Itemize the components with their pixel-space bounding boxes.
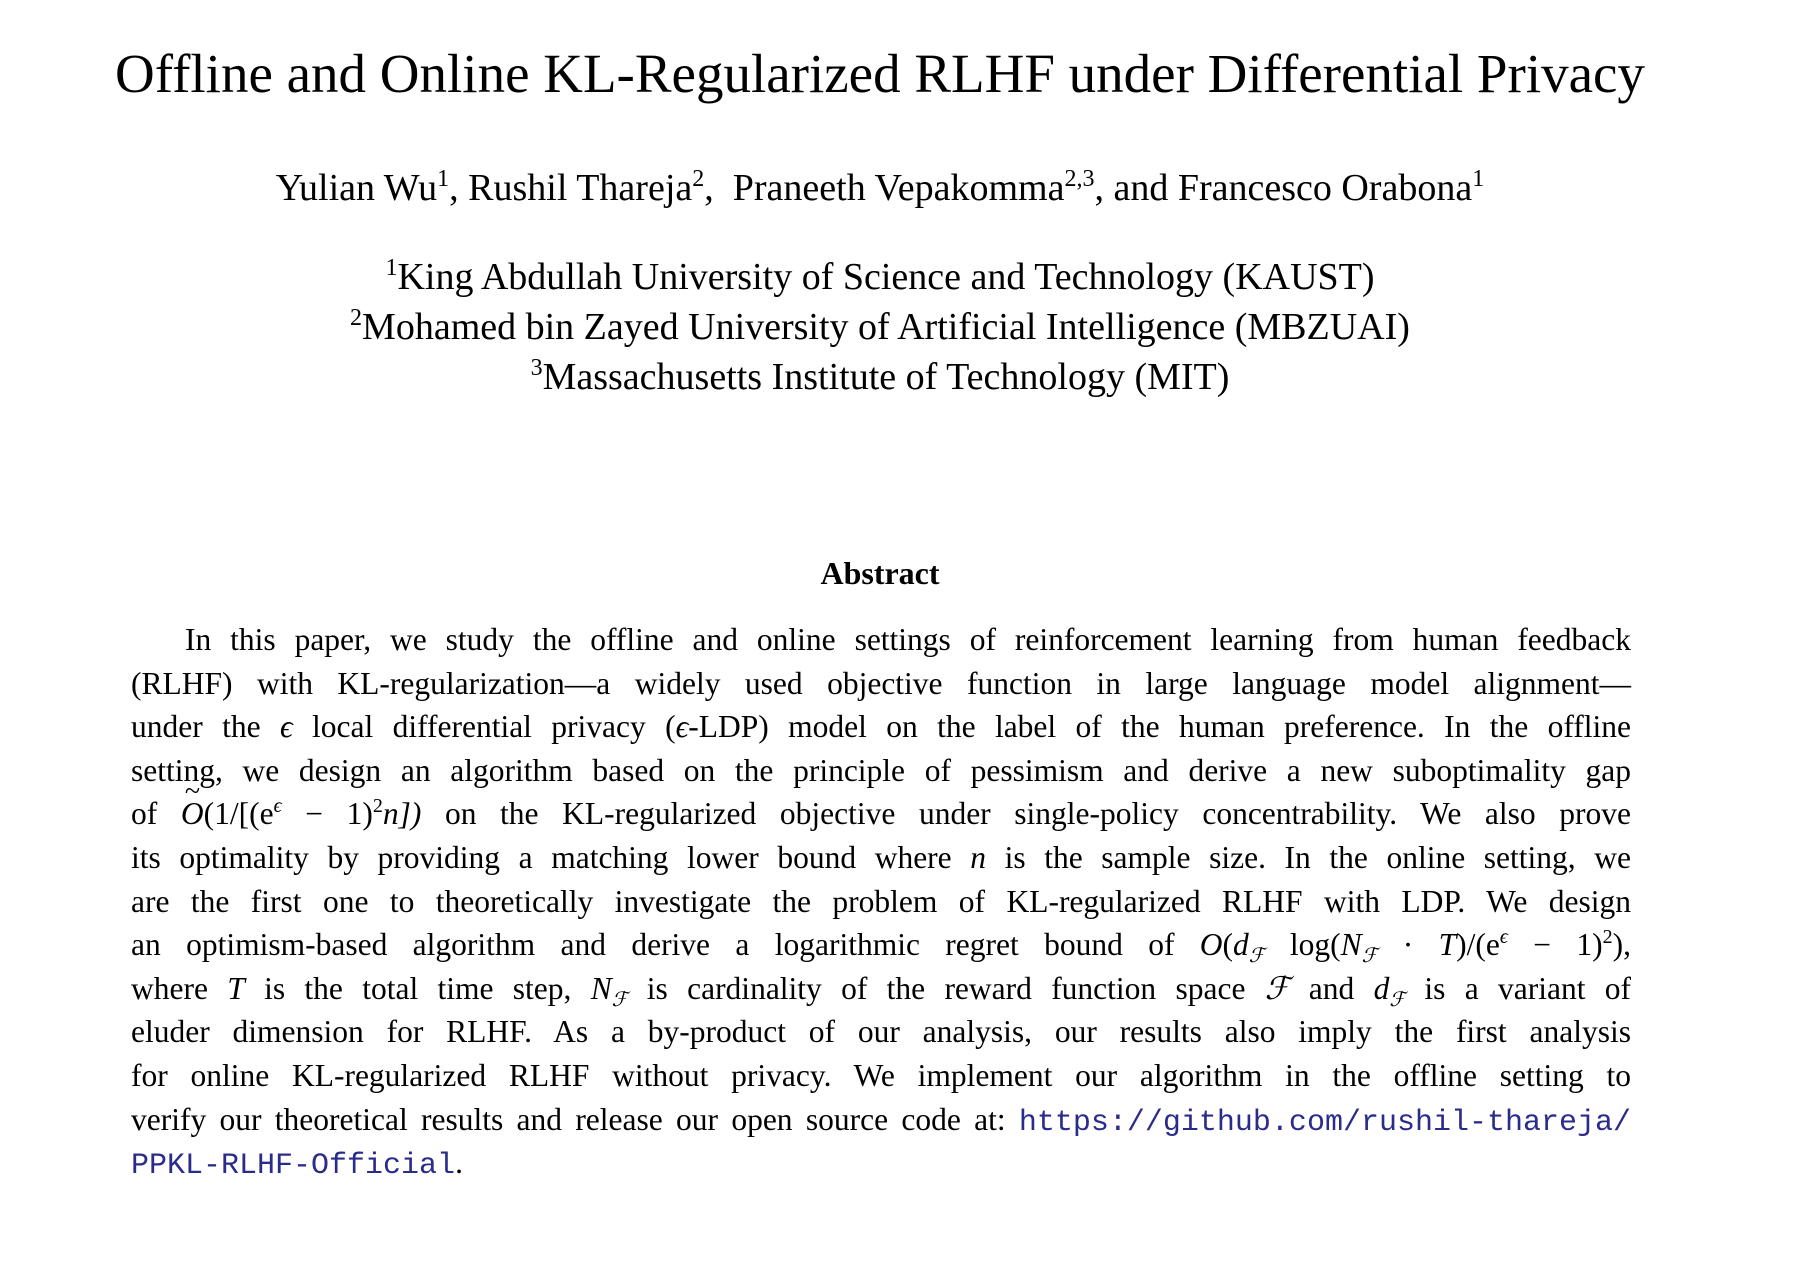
math-fragment: O: [1199, 927, 1223, 963]
abstract-line: [131, 662, 1631, 706]
math-fragment: n]): [382, 796, 422, 832]
affiliation-number: 1: [385, 255, 398, 281]
abstract-text: is a variant of: [1405, 970, 1632, 1006]
abstract-line: [131, 1054, 1631, 1098]
abstract-line: [131, 1010, 1631, 1054]
abstract-line: [131, 923, 1631, 967]
author-name: Yulian Wu: [275, 167, 438, 209]
affiliation-text: Massachusetts Institute of Technology (MIT): [542, 356, 1230, 398]
affiliation-text: King Abdullah University of Science and Technology (KAUST): [397, 256, 1375, 298]
math-fragment: ·: [1377, 927, 1439, 963]
math-fragment: ): [1612, 927, 1624, 963]
abstract-line: [131, 836, 1631, 880]
math-regret-bound: [1199, 926, 1624, 968]
math-fragment: N: [1340, 927, 1362, 963]
affiliation-line: [0, 352, 1760, 402]
abstract-text: is the sample size. In the online setting, we: [986, 839, 1631, 875]
abstract-line: [131, 1098, 1631, 1142]
abstract-text: local differential privacy (: [292, 709, 676, 745]
abstract-text: on the KL-regularized objective under single-policy concentrability. We also prove: [421, 796, 1631, 832]
math-fragment: (: [1222, 927, 1234, 963]
math-fragment: log(: [1264, 927, 1341, 963]
math-fragment: ϵ: [273, 795, 282, 818]
author-affiliation-mark: 2,3: [1064, 166, 1095, 192]
math-epsilon: ϵ: [675, 709, 689, 745]
author-name: Francesco Orabona: [1177, 167, 1473, 209]
math-suboptimality-gap: [181, 796, 421, 831]
abstract-text: under the: [131, 709, 280, 745]
math-T: T: [227, 970, 245, 1006]
author-name: Praneeth Vepakomma: [732, 167, 1065, 209]
code-link[interactable]: https://github.com/rushil-thareja/: [1018, 1105, 1631, 1140]
math-n: n: [970, 839, 986, 875]
math-fragment: (1/[(e: [203, 796, 274, 832]
abstract-line: [131, 618, 1631, 662]
affiliation-line: [0, 252, 1760, 302]
math-fragment: d: [1233, 927, 1249, 963]
affiliation-list: [0, 252, 1760, 402]
author-separator: ,: [449, 167, 469, 209]
abstract-body: [131, 618, 1631, 1185]
author-separator: , and: [1094, 167, 1178, 209]
affiliation-text: Mohamed bin Zayed University of Artificial Intelligence (MBZUAI): [362, 306, 1410, 348]
math-fragment: ℱ: [1248, 945, 1265, 968]
math-d: d: [1373, 970, 1390, 1006]
math-fragment: 2: [1602, 926, 1613, 949]
math-fragment: ℱ: [611, 988, 628, 1011]
abstract-text: and: [1289, 970, 1374, 1006]
author-affiliation-mark: 1: [437, 166, 450, 192]
math-O-tilde: ~ O: [181, 792, 204, 836]
abstract-text: eluder dimension for RLHF. As a by-product of our analysis, our results also imply the first analysis: [131, 1014, 1631, 1050]
author-affiliation-mark: 2: [692, 166, 705, 192]
abstract-line: [131, 967, 1631, 1011]
math-N: N: [590, 970, 612, 1006]
abstract-line: [131, 749, 1631, 793]
math-fragment: − 1): [281, 796, 373, 832]
author-affiliation-mark: 1: [1472, 166, 1485, 192]
abstract-line: [131, 705, 1631, 749]
abstract-text: are the first one to theoretically investigate the problem of KL-regularized RLHF with LDP. We design: [131, 883, 1631, 919]
paper-title: Offline and Online KL-Regularized RLHF under Differential Privacy: [115, 43, 1645, 104]
affiliation-number: 3: [530, 355, 543, 381]
abstract-text: its optimality by providing a matching lower bound where: [131, 839, 971, 875]
affiliation-number: 2: [350, 305, 363, 331]
abstract-text: -LDP) model on the label of the human preference. In the offline: [688, 709, 1631, 745]
math-fragment: − 1): [1507, 927, 1603, 963]
abstract-line: [131, 792, 1631, 836]
math-epsilon: ϵ: [279, 709, 293, 745]
abstract-text: (RLHF) with KL-regularization—a widely used objective function in large language model alignment—: [131, 665, 1631, 701]
abstract-text: ,: [1623, 927, 1631, 963]
author-name: Rushil Thareja: [468, 167, 693, 209]
affiliation-line: [0, 302, 1760, 352]
author-list: [0, 160, 1760, 216]
abstract-text: an optimism-based algorithm and derive a logarithmic regret bound of: [131, 927, 1200, 963]
abstract-text: of: [131, 796, 181, 832]
abstract-text: verify our theoretical results and release our open source code at:: [131, 1101, 1019, 1137]
math-F: ℱ: [1264, 970, 1290, 1006]
math-fragment: ϵ: [1499, 926, 1508, 949]
abstract-text: is the total time step,: [244, 970, 591, 1006]
author-separator: ,: [704, 167, 733, 209]
math-fragment: T: [1438, 927, 1457, 963]
abstract-text: is cardinality of the reward function space: [627, 970, 1265, 1006]
abstract-line: [131, 1141, 1631, 1185]
abstract-text: setting, we design an algorithm based on the principle of pessimism and derive a new suboptimality gap: [131, 752, 1631, 788]
abstract-heading: Abstract: [820, 555, 940, 591]
math-fragment: ℱ: [1361, 945, 1378, 968]
abstract-text: .: [455, 1145, 463, 1181]
abstract-text: where: [131, 970, 228, 1006]
math-fragment: ℱ: [1389, 988, 1406, 1011]
abstract-line: [131, 880, 1631, 924]
math-fragment: 2: [372, 795, 383, 818]
math-fragment: )/(e: [1456, 927, 1500, 963]
abstract-text: In this paper, we study the offline and online settings of reinforcement learning from human feedback: [185, 622, 1631, 657]
abstract-text: for online KL-regularized RLHF without privacy. We implement our algorithm in the offline setting to: [131, 1057, 1631, 1093]
code-link-continued[interactable]: PPKL-RLHF-Official: [131, 1149, 456, 1184]
